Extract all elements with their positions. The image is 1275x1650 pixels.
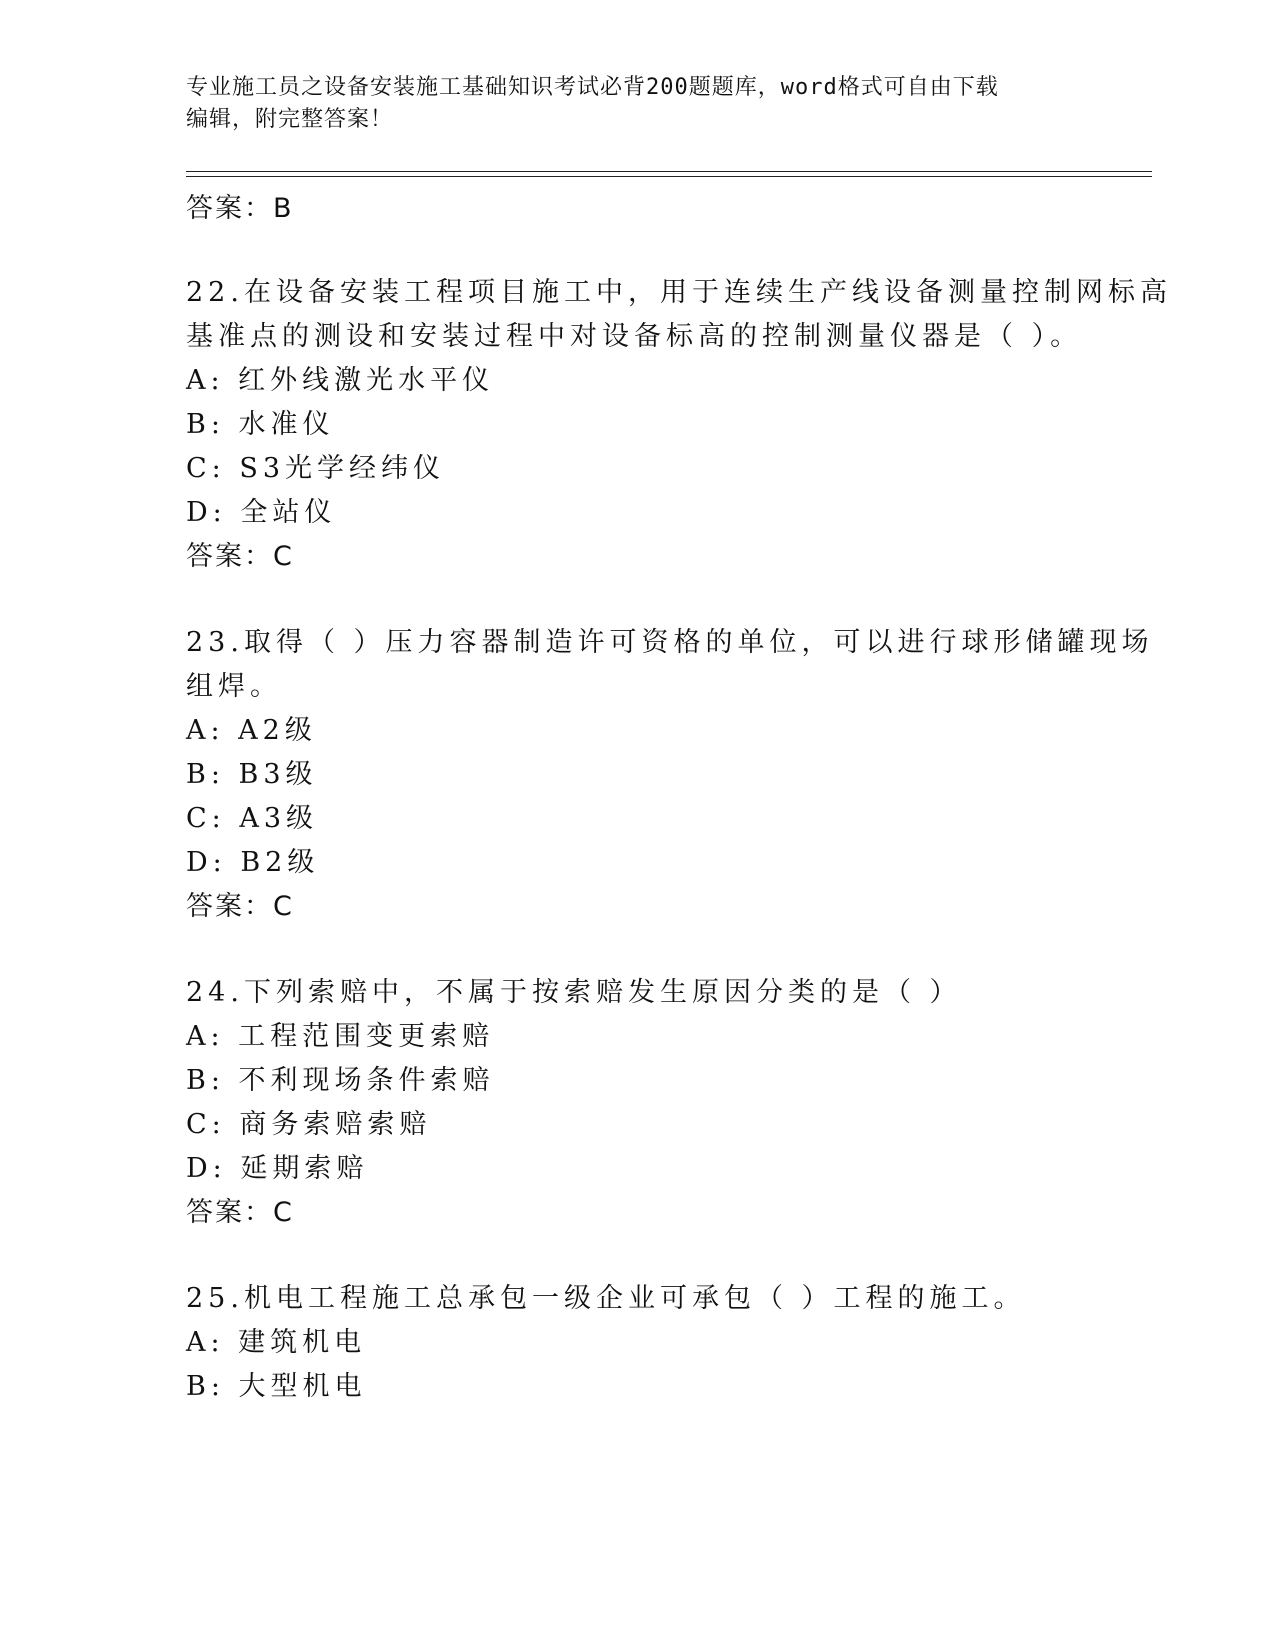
- question-23-option-a: A: A2级: [186, 715, 317, 746]
- question-23-text-line-1: 23.取得（ ）压力容器制造许可资格的单位，可以进行球形储罐现场: [186, 627, 1154, 658]
- question-24-option-c: C: 商务索赔索赔: [186, 1109, 432, 1140]
- header-line-1: 专业施工员之设备安装施工基础知识考试必背200题题库，word格式可自由下载: [186, 75, 999, 100]
- question-22-option-c: C: S3光学经纬仪: [186, 453, 446, 484]
- question-24-text-line-1: 24.下列索赔中，不属于按索赔发生原因分类的是（ ）: [186, 977, 962, 1008]
- question-22-option-b: B: 水准仪: [186, 409, 335, 440]
- question-22-text-line-1: 22.在设备安装工程项目施工中，用于连续生产线设备测量控制网标高: [186, 277, 1172, 308]
- question-22-option-a: A: 红外线激光水平仪: [186, 365, 495, 396]
- question-23-option-b: B: B3级: [186, 759, 318, 790]
- question-23-option-d: D: B2级: [186, 847, 320, 878]
- question-24-option-a: A: 工程范围变更索赔: [186, 1021, 495, 1052]
- question-25-option-a: A: 建筑机电: [186, 1327, 367, 1358]
- question-25-option-b: B: 大型机电: [186, 1371, 367, 1402]
- answer-22: 答案：C: [186, 541, 294, 572]
- answer-24: 答案：C: [186, 1197, 294, 1228]
- question-22-option-d: D: 全站仪: [186, 497, 337, 528]
- header-line-2: 编辑，附完整答案！: [186, 107, 394, 132]
- document-header: [186, 72, 1066, 136]
- question-23-text-line-2: 组焊。: [186, 671, 282, 702]
- question-23-option-c: C: A3级: [186, 803, 319, 834]
- question-25-text-line-1: 25.机电工程施工总承包一级企业可承包（ ）工程的施工。: [186, 1283, 1026, 1314]
- question-22-text-line-2: 基准点的测设和安装过程中对设备标高的控制测量仪器是（ ）。: [186, 321, 1083, 352]
- question-24-option-b: B: 不利现场条件索赔: [186, 1065, 495, 1096]
- answer-21: 答案：B: [186, 193, 294, 224]
- question-24-option-d: D: 延期索赔: [186, 1153, 369, 1184]
- header-divider-top: [186, 171, 1152, 172]
- answer-23: 答案：C: [186, 891, 294, 922]
- header-divider-bottom: [186, 176, 1152, 177]
